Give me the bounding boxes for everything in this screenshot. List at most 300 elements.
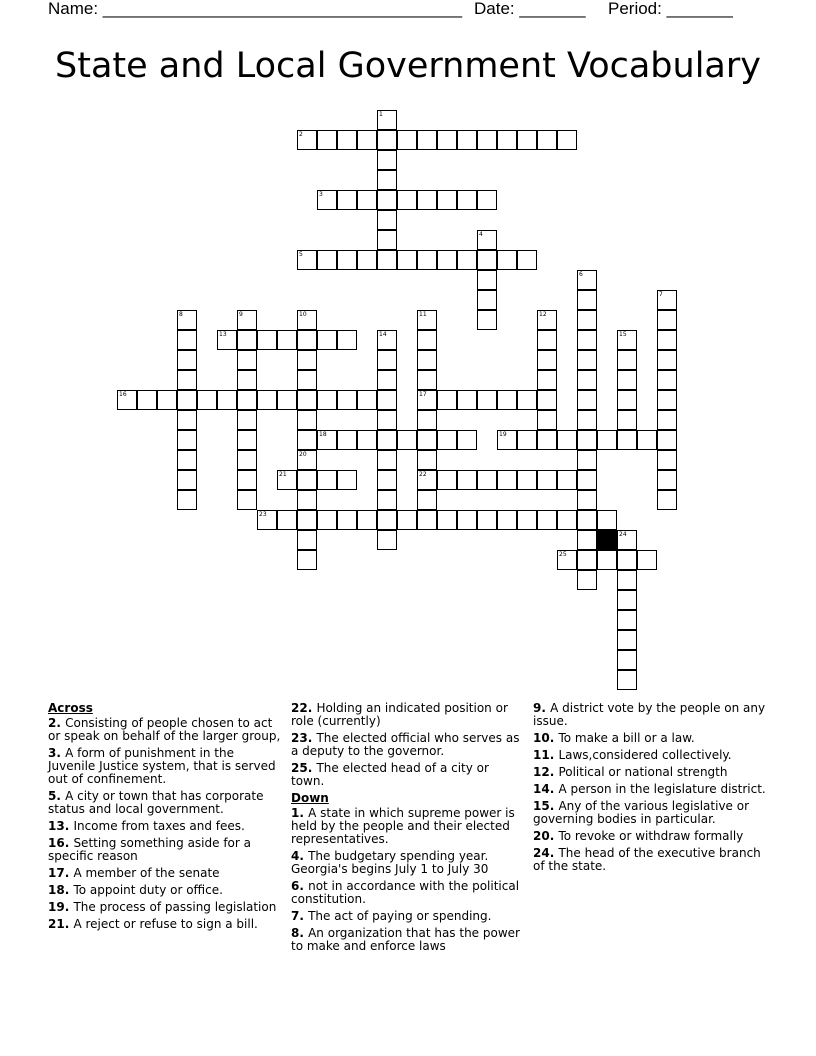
- crossword-cell[interactable]: [317, 430, 337, 450]
- clue-item: [48, 918, 284, 931]
- crossword-cell[interactable]: [357, 390, 377, 410]
- crossword-cell[interactable]: [377, 350, 397, 370]
- clue-number: 2: [299, 131, 303, 138]
- crossword-cell[interactable]: [297, 530, 317, 550]
- crossword-cell[interactable]: [257, 390, 277, 410]
- crossword-cell[interactable]: [417, 430, 437, 450]
- crossword-cell[interactable]: [657, 350, 677, 370]
- crossword-cell[interactable]: [297, 430, 317, 450]
- crossword-cell[interactable]: [117, 390, 137, 410]
- crossword-cell[interactable]: [277, 390, 297, 410]
- clue-item-text: The act of paying or spending.: [308, 909, 492, 923]
- crossword-cell[interactable]: [437, 390, 457, 410]
- crossword-cell[interactable]: [477, 290, 497, 310]
- crossword-cell[interactable]: [637, 430, 657, 450]
- crossword-cell[interactable]: [397, 130, 417, 150]
- crossword-cell[interactable]: [377, 190, 397, 210]
- crossword-cell[interactable]: [477, 390, 497, 410]
- clue-number: 11: [419, 311, 427, 318]
- crossword-cell[interactable]: [297, 490, 317, 510]
- crossword-cell[interactable]: [317, 390, 337, 410]
- clue-item-text: To make a bill or a law.: [558, 731, 695, 745]
- clue-item-number: 17.: [48, 866, 74, 880]
- clue-item: [533, 847, 769, 873]
- clue-number: 6: [579, 271, 583, 278]
- crossword-cell[interactable]: [297, 550, 317, 570]
- clue-item-text: Income from taxes and fees.: [73, 819, 245, 833]
- crossword-cell[interactable]: [577, 390, 597, 410]
- crossword-cell[interactable]: [177, 330, 197, 350]
- crossword-cell[interactable]: [577, 290, 597, 310]
- crossword-cell[interactable]: [557, 550, 577, 570]
- crossword-cell[interactable]: [477, 470, 497, 490]
- clue-item-text: The budgetary spending year. Georgia's begins July 1 to July 30: [291, 849, 489, 876]
- crossword-cell[interactable]: [417, 190, 437, 210]
- crossword-cell[interactable]: [537, 350, 557, 370]
- crossword-cell[interactable]: [377, 390, 397, 410]
- clue-item: [533, 749, 769, 762]
- crossword-cell[interactable]: [177, 470, 197, 490]
- crossword-cell[interactable]: [297, 510, 317, 530]
- crossword-cell[interactable]: [297, 310, 317, 330]
- clue-number: 9: [239, 311, 243, 318]
- crossword-cell[interactable]: [277, 470, 297, 490]
- clue-item-number: 12.: [533, 765, 559, 779]
- crossword-cell[interactable]: [577, 510, 597, 530]
- clue-item-number: 14.: [533, 782, 559, 796]
- crossword-cell[interactable]: [437, 190, 457, 210]
- clue-item: [291, 880, 521, 906]
- crossword-cell[interactable]: [597, 550, 617, 570]
- crossword-cell[interactable]: [617, 390, 637, 410]
- clue-item: [48, 820, 284, 833]
- crossword-cell[interactable]: [517, 390, 537, 410]
- clue-item: [48, 867, 284, 880]
- crossword-cell[interactable]: [477, 310, 497, 330]
- crossword-cell[interactable]: [657, 310, 677, 330]
- crossword-cell[interactable]: [177, 350, 197, 370]
- clue-item: [48, 901, 284, 914]
- clue-number: 23: [259, 511, 267, 518]
- crossword-cell[interactable]: [337, 510, 357, 530]
- crossword-cell[interactable]: [437, 250, 457, 270]
- crossword-cell[interactable]: [317, 190, 337, 210]
- clue-item-text: The elected head of a city or town.: [291, 761, 489, 788]
- crossword-cell[interactable]: [497, 430, 517, 450]
- crossword-cell[interactable]: [377, 410, 397, 430]
- clue-item-number: 9.: [533, 701, 551, 715]
- crossword-cell[interactable]: [537, 330, 557, 350]
- crossword-cell[interactable]: [657, 390, 677, 410]
- crossword-cell[interactable]: [457, 250, 477, 270]
- clue-item-text: A person in the legislature district.: [558, 782, 766, 796]
- clue-number: 8: [179, 311, 183, 318]
- crossword-cell[interactable]: [517, 430, 537, 450]
- clue-item-number: 6.: [291, 879, 309, 893]
- clue-item-number: 1.: [291, 806, 309, 820]
- crossword-cell[interactable]: [417, 450, 437, 470]
- clue-item-text: To revoke or withdraw formally: [558, 829, 744, 843]
- clue-number: 14: [379, 331, 387, 338]
- crossword-cell[interactable]: [337, 330, 357, 350]
- clue-item-text: not in accordance with the political constitution.: [291, 879, 520, 906]
- clue-item-text: The elected official who serves as a deputy to the governor.: [291, 731, 520, 758]
- crossword-cell[interactable]: [497, 510, 517, 530]
- crossword-cell[interactable]: [617, 530, 637, 550]
- clue-item-text: Political or national strength: [558, 765, 728, 779]
- crossword-cell[interactable]: [517, 250, 537, 270]
- clue-item-text: Consisting of people chosen to act or speak on behalf of the larger group,: [48, 716, 281, 743]
- crossword-cell[interactable]: [417, 330, 437, 350]
- crossword-cell[interactable]: [397, 190, 417, 210]
- crossword-cell[interactable]: [457, 430, 477, 450]
- crossword-cell[interactable]: [437, 430, 457, 450]
- crossword-cell[interactable]: [617, 430, 637, 450]
- clue-column-2: [291, 702, 521, 957]
- clue-item-text: A member of the senate: [73, 866, 220, 880]
- clue-item-text: The head of the executive branch of the state.: [533, 846, 761, 873]
- crossword-cell[interactable]: [237, 410, 257, 430]
- crossword-cell[interactable]: [477, 510, 497, 530]
- crossword-cell[interactable]: [237, 430, 257, 450]
- crossword-cell[interactable]: [357, 250, 377, 270]
- crossword-cell[interactable]: [297, 330, 317, 350]
- clue-number: 17: [419, 391, 427, 398]
- crossword-cell[interactable]: [377, 430, 397, 450]
- crossword-cell[interactable]: [157, 390, 177, 410]
- crossword-cell[interactable]: [577, 370, 597, 390]
- crossword-cell[interactable]: [477, 190, 497, 210]
- crossword-cell[interactable]: [577, 490, 597, 510]
- down-heading: Down: [291, 791, 329, 805]
- clue-item-text: The process of passing legislation: [73, 900, 277, 914]
- crossword-cell[interactable]: [237, 310, 257, 330]
- clue-item: [291, 807, 521, 846]
- crossword-cell[interactable]: [417, 510, 437, 530]
- crossword-cell[interactable]: [377, 510, 397, 530]
- crossword-cell[interactable]: [597, 510, 617, 530]
- crossword-cell[interactable]: [597, 430, 617, 450]
- page-title: State and Local Government Vocabulary: [55, 46, 761, 86]
- crossword-cell[interactable]: [377, 330, 397, 350]
- clue-item-text: Holding an indicated position or role (currently): [291, 701, 508, 728]
- date-field[interactable]: Date: _______: [474, 0, 586, 18]
- crossword-cell[interactable]: [617, 670, 637, 690]
- crossword-cell[interactable]: [457, 390, 477, 410]
- clue-item-number: 7.: [291, 909, 309, 923]
- crossword-cell[interactable]: [657, 470, 677, 490]
- crossword-cell[interactable]: [237, 330, 257, 350]
- clue-item: [291, 702, 521, 728]
- crossword-cell[interactable]: [317, 250, 337, 270]
- crossword-cell[interactable]: [337, 430, 357, 450]
- crossword-cell[interactable]: [537, 430, 557, 450]
- clue-item: [291, 762, 521, 788]
- clue-item-text: A district vote by the people on any issue.: [533, 701, 766, 728]
- crossword-cell[interactable]: [557, 430, 577, 450]
- clue-item-number: 20.: [533, 829, 559, 843]
- crossword-cell[interactable]: [177, 430, 197, 450]
- crossword-cell[interactable]: [577, 450, 597, 470]
- crossword-cell[interactable]: [537, 370, 557, 390]
- clue-number: 19: [499, 431, 507, 438]
- crossword-cell[interactable]: [417, 350, 437, 370]
- period-field[interactable]: Period: _______: [608, 0, 733, 18]
- clue-item: [533, 766, 769, 779]
- clue-item-number: 24.: [533, 846, 559, 860]
- crossword-cell[interactable]: [617, 590, 637, 610]
- crossword-cell[interactable]: [477, 250, 497, 270]
- clue-item-text: A city or town that has corporate status and local government.: [48, 789, 264, 816]
- clue-item-number: 8.: [291, 926, 309, 940]
- clue-item-text: A state in which supreme power is held by the people and their elected representatives.: [291, 806, 515, 846]
- crossword-cell[interactable]: [577, 550, 597, 570]
- crossword-cell[interactable]: [517, 510, 537, 530]
- crossword-cell[interactable]: [397, 510, 417, 530]
- clue-item: [533, 732, 769, 745]
- clue-item: [533, 830, 769, 843]
- crossword-cell[interactable]: [337, 250, 357, 270]
- crossword-cell[interactable]: [557, 130, 577, 150]
- crossword-cell[interactable]: [517, 470, 537, 490]
- crossword-cell[interactable]: [337, 130, 357, 150]
- crossword-cell[interactable]: [537, 130, 557, 150]
- crossword-cell[interactable]: [577, 410, 597, 430]
- crossword-cell[interactable]: [297, 410, 317, 430]
- crossword-cell[interactable]: [277, 330, 297, 350]
- crossword-cell[interactable]: [297, 470, 317, 490]
- crossword-cell[interactable]: [617, 650, 637, 670]
- crossword-cell[interactable]: [397, 430, 417, 450]
- clue-number: 24: [619, 531, 627, 538]
- clue-item: [48, 717, 284, 743]
- crossword-cell[interactable]: [657, 290, 677, 310]
- crossword-cell[interactable]: [377, 210, 397, 230]
- clue-number: 7: [659, 291, 663, 298]
- crossword-cell[interactable]: [497, 390, 517, 410]
- crossword-cell[interactable]: [577, 430, 597, 450]
- crossword-cell[interactable]: [497, 130, 517, 150]
- clue-column-1: [48, 702, 284, 935]
- clue-number: 21: [279, 471, 287, 478]
- crossword-cell[interactable]: [357, 430, 377, 450]
- clue-item: [48, 837, 284, 863]
- crossword-cell[interactable]: [377, 470, 397, 490]
- crossword-cell[interactable]: [617, 630, 637, 650]
- crossword-cell[interactable]: [297, 450, 317, 470]
- crossword-cell[interactable]: [457, 470, 477, 490]
- clue-item: [291, 732, 521, 758]
- clue-item-number: 22.: [291, 701, 317, 715]
- crossword-cell[interactable]: [477, 130, 497, 150]
- crossword-cell[interactable]: [577, 310, 597, 330]
- crossword-cell[interactable]: [377, 150, 397, 170]
- clue-item-text: To appoint duty or office.: [73, 883, 223, 897]
- crossword-cell[interactable]: [417, 310, 437, 330]
- crossword-cell[interactable]: [337, 390, 357, 410]
- crossword-cell[interactable]: [617, 410, 637, 430]
- clue-item: [291, 927, 521, 953]
- crossword-cell[interactable]: [377, 530, 397, 550]
- clue-number: 12: [539, 311, 547, 318]
- clue-item-number: 3.: [48, 746, 66, 760]
- crossword-cell[interactable]: [357, 130, 377, 150]
- crossword-cell[interactable]: [417, 410, 437, 430]
- clue-item-number: 16.: [48, 836, 74, 850]
- crossword-cell[interactable]: [617, 350, 637, 370]
- crossword-cell[interactable]: [537, 310, 557, 330]
- crossword-cell[interactable]: [537, 510, 557, 530]
- crossword-cell[interactable]: [317, 130, 337, 150]
- crossword-cell[interactable]: [657, 370, 677, 390]
- crossword-cell[interactable]: [237, 470, 257, 490]
- crossword-cell[interactable]: [377, 170, 397, 190]
- crossword-cell[interactable]: [217, 390, 237, 410]
- crossword-cell[interactable]: [237, 370, 257, 390]
- clue-number: 18: [319, 431, 327, 438]
- crossword-cell[interactable]: [237, 350, 257, 370]
- crossword-cell[interactable]: [337, 190, 357, 210]
- crossword-cell[interactable]: [617, 370, 637, 390]
- crossword-cell[interactable]: [657, 430, 677, 450]
- clue-column-3: [533, 702, 769, 877]
- crossword-cell[interactable]: [137, 390, 157, 410]
- crossword-cell[interactable]: [317, 510, 337, 530]
- crossword-cell[interactable]: [657, 410, 677, 430]
- clue-item-number: 23.: [291, 731, 317, 745]
- crossword-cell[interactable]: [357, 190, 377, 210]
- crossword-cell[interactable]: [177, 390, 197, 410]
- clue-item: [48, 747, 284, 786]
- crossword-cell[interactable]: [497, 250, 517, 270]
- crossword-cell[interactable]: [437, 510, 457, 530]
- clue-number: 13: [219, 331, 227, 338]
- crossword-cell[interactable]: [277, 510, 297, 530]
- crossword-cell[interactable]: [517, 130, 537, 150]
- crossword-cell[interactable]: [377, 250, 397, 270]
- crossword-cell[interactable]: [537, 390, 557, 410]
- clue-item-number: 19.: [48, 900, 74, 914]
- crossword-cell[interactable]: [297, 130, 317, 150]
- crossword-cell[interactable]: [177, 410, 197, 430]
- crossword-cell[interactable]: [377, 230, 397, 250]
- crossword-cell[interactable]: [497, 470, 517, 490]
- crossword-cell[interactable]: [577, 350, 597, 370]
- clue-item-number: 25.: [291, 761, 317, 775]
- crossword-cell[interactable]: [457, 190, 477, 210]
- clue-number: 3: [319, 191, 323, 198]
- crossword-cell[interactable]: [637, 550, 657, 570]
- clue-item-number: 21.: [48, 917, 74, 931]
- clue-number: 25: [559, 551, 567, 558]
- crossword-cell[interactable]: [317, 470, 337, 490]
- crossword-cell[interactable]: [657, 490, 677, 510]
- crossword-black-cell: [597, 530, 617, 550]
- name-field[interactable]: Name: ______________________________________: [48, 0, 463, 18]
- crossword-cell[interactable]: [337, 470, 357, 490]
- crossword-cell[interactable]: [377, 110, 397, 130]
- crossword-cell[interactable]: [617, 550, 637, 570]
- crossword-cell[interactable]: [417, 250, 437, 270]
- clue-item: [291, 850, 521, 876]
- crossword-cell[interactable]: [657, 330, 677, 350]
- crossword-cell[interactable]: [437, 470, 457, 490]
- crossword-cell[interactable]: [177, 490, 197, 510]
- crossword-cell[interactable]: [557, 470, 577, 490]
- crossword-cell[interactable]: [197, 390, 217, 410]
- crossword-cell[interactable]: [577, 470, 597, 490]
- crossword-cell[interactable]: [237, 450, 257, 470]
- crossword-cell[interactable]: [297, 390, 317, 410]
- crossword-cell[interactable]: [577, 570, 597, 590]
- crossword-cell[interactable]: [357, 510, 377, 530]
- crossword-cell[interactable]: [537, 410, 557, 430]
- crossword-cell[interactable]: [237, 390, 257, 410]
- crossword-cell[interactable]: [577, 270, 597, 290]
- clue-number: 4: [479, 231, 483, 238]
- clue-item-number: 11.: [533, 748, 559, 762]
- crossword-cell[interactable]: [577, 330, 597, 350]
- crossword-cell[interactable]: [257, 330, 277, 350]
- crossword-cell[interactable]: [617, 610, 637, 630]
- clue-number: 1: [379, 111, 383, 118]
- crossword-cell[interactable]: [297, 350, 317, 370]
- crossword-cell[interactable]: [417, 370, 437, 390]
- crossword-cell[interactable]: [237, 490, 257, 510]
- crossword-cell[interactable]: [417, 390, 437, 410]
- crossword-cell[interactable]: [417, 130, 437, 150]
- across-heading: Across: [48, 701, 93, 715]
- crossword-cell[interactable]: [617, 330, 637, 350]
- crossword-cell[interactable]: [297, 370, 317, 390]
- crossword-cell[interactable]: [377, 450, 397, 470]
- crossword-cell[interactable]: [257, 510, 277, 530]
- crossword-cell[interactable]: [477, 270, 497, 290]
- clue-item-number: 4.: [291, 849, 309, 863]
- crossword-cell[interactable]: [177, 370, 197, 390]
- crossword-cell[interactable]: [657, 450, 677, 470]
- crossword-cell[interactable]: [537, 470, 557, 490]
- clue-item: [291, 910, 521, 923]
- crossword-cell[interactable]: [557, 510, 577, 530]
- crossword-cell[interactable]: [457, 130, 477, 150]
- crossword-cell[interactable]: [377, 490, 397, 510]
- crossword-cell[interactable]: [177, 310, 197, 330]
- crossword-cell[interactable]: [577, 530, 597, 550]
- crossword-cell[interactable]: [397, 250, 417, 270]
- crossword-cell[interactable]: [477, 230, 497, 250]
- clue-number: 20: [299, 451, 307, 458]
- clue-item-number: 15.: [533, 799, 559, 813]
- clue-item: [533, 783, 769, 796]
- clue-number: 22: [419, 471, 427, 478]
- crossword-cell[interactable]: [437, 130, 457, 150]
- crossword-cell[interactable]: [317, 330, 337, 350]
- clue-item-number: 18.: [48, 883, 74, 897]
- crossword-cell[interactable]: [417, 470, 437, 490]
- crossword-cell[interactable]: [217, 330, 237, 350]
- crossword-cell[interactable]: [417, 490, 437, 510]
- crossword-cell[interactable]: [377, 130, 397, 150]
- clue-number: 15: [619, 331, 627, 338]
- crossword-cell[interactable]: [617, 570, 637, 590]
- crossword-cell[interactable]: [297, 250, 317, 270]
- clue-item-text: An organization that has the power to make and enforce laws: [291, 926, 520, 953]
- crossword-cell[interactable]: [177, 450, 197, 470]
- clue-item-number: 2.: [48, 716, 66, 730]
- crossword-cell[interactable]: [377, 370, 397, 390]
- crossword-cell[interactable]: [457, 510, 477, 530]
